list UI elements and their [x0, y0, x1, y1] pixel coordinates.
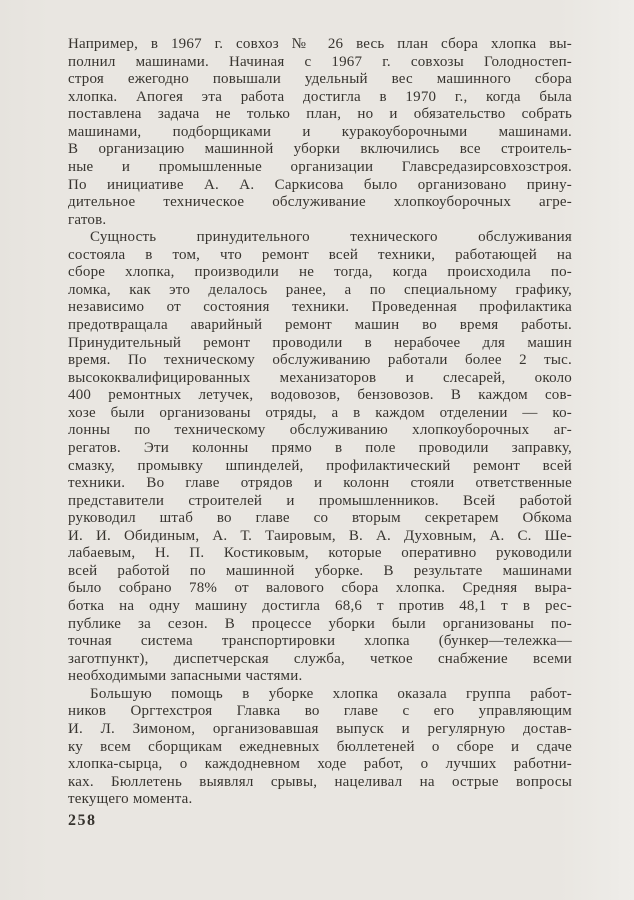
text-line: всей работой по машинной уборке. В результате машинами [68, 562, 572, 579]
text-line: ломка, как это делалось ранее, а по специальному графику, [68, 281, 572, 298]
text-line: По инициативе А. А. Саркисова было организовано прину- [68, 176, 572, 193]
text-line: Большую помощь в уборке хлопка оказала группа работ- [90, 685, 572, 702]
text-line: текущего момента. [68, 791, 193, 808]
text-line: заготпункт), диспетчерская служба, четкое снабжение всеми [68, 650, 572, 667]
text-line: необходимыми запасными частями. [68, 668, 303, 685]
text-line: было собрано 78% от валового сбора хлопка. Средняя выра- [68, 580, 572, 597]
text-line: лабаевым, Н. П. Костиковым, которые оперативно руководили [68, 545, 572, 562]
text-line: ках. Бюллетень выявлял срывы, нацеливал на острые вопросы [68, 773, 572, 790]
text-line: строя ежегодно повышали удельный вес машинного сбора [68, 71, 572, 88]
text-line: сборе хлопка, производили не тогда, когда происходила по- [68, 264, 572, 281]
text-line: лонны по техническому обслуживанию хлопкоуборочных аг- [68, 422, 572, 439]
text-line: регатов. Эти колонны прямо в поле проводили заправку, [68, 439, 572, 456]
text-line: состояла в том, что ремонт всей техники, работающей на [68, 246, 572, 263]
text-line: хозе были организованы отряды, а в каждом отделении — ко- [68, 404, 572, 421]
text-line: Принудительный ремонт проводили в нерабочее для машин [68, 334, 572, 351]
text-line: руководил штаб во главе со вторым секретарем Обкома [68, 510, 572, 527]
text-line: И. И. Обидиным, А. Т. Таировым, В. А. Духовным, А. С. Ше- [68, 527, 572, 544]
text-line: хлопка. Апогея эта работа достигла в 1970 г., когда была [68, 88, 572, 105]
text-line: представители строителей и промышленников. Всей работой [68, 492, 572, 509]
text-line: поставлена задача не только план, но и обязательство собрать [68, 106, 572, 123]
text-line: дительное техническое обслуживание хлопкоуборочных агре- [68, 194, 572, 211]
text-line: полнил машинами. Начиная с 1967 г. совхозы Голодностеп- [68, 53, 572, 70]
page-text [68, 36, 572, 809]
text-line: В организацию машинной уборки включились все строитель- [68, 141, 572, 158]
text-line: высококвалифицированных механизаторов и слесарей, около [68, 369, 572, 386]
text-line: техники. Во главе отрядов и колонн стояли ответственные [68, 475, 572, 492]
text-line: ботка на одну машину достигла 68,6 т против 48,1 т в рес- [68, 598, 572, 614]
text-line: предотвращала аварийный ремонт машин во время работы. [68, 317, 572, 333]
text-line: Например, в 1967 г. совхоз № 26 весь план сбора хлопка вы- [68, 36, 572, 52]
text-line: публике за сезон. В процессе уборки были организованы по- [68, 615, 572, 632]
text-line: ные и промышленные организации Главсредазирсовхозстроя. [68, 158, 572, 175]
text-line: ку всем сборщикам ежедневных бюллетеней о сборе и сдаче [68, 738, 572, 755]
text-line: 400 ремонтных летучек, водовозов, бензовозов. В каждом сов- [68, 387, 572, 404]
text-line: машинами, подборщиками и куракоуборочными машинами. [68, 123, 572, 140]
text-line: точная система транспортировки хлопка (бункер—тележка— [68, 633, 572, 650]
text-line: ников Оргтехстроя Главка во главе с его управляющим [68, 703, 572, 720]
text-line: И. Л. Зимоном, организовавшая выпуск и регулярную достав- [68, 720, 572, 737]
text-line: время. По техническому обслуживанию работали более 2 тыс. [68, 352, 572, 369]
text-line: Сущность принудительного технического обслуживания [90, 229, 572, 246]
text-line: смазку, промывку шпинделей, профилактический ремонт всей [68, 457, 572, 474]
text-line: гатов. [68, 211, 107, 228]
text-line: хлопка-сырца, о каждодневном ходе работ, о лучших работни- [68, 756, 572, 773]
text-line: независимо от состояния техники. Проведенная профилактика [68, 299, 572, 316]
page-number: 258 [68, 812, 97, 829]
